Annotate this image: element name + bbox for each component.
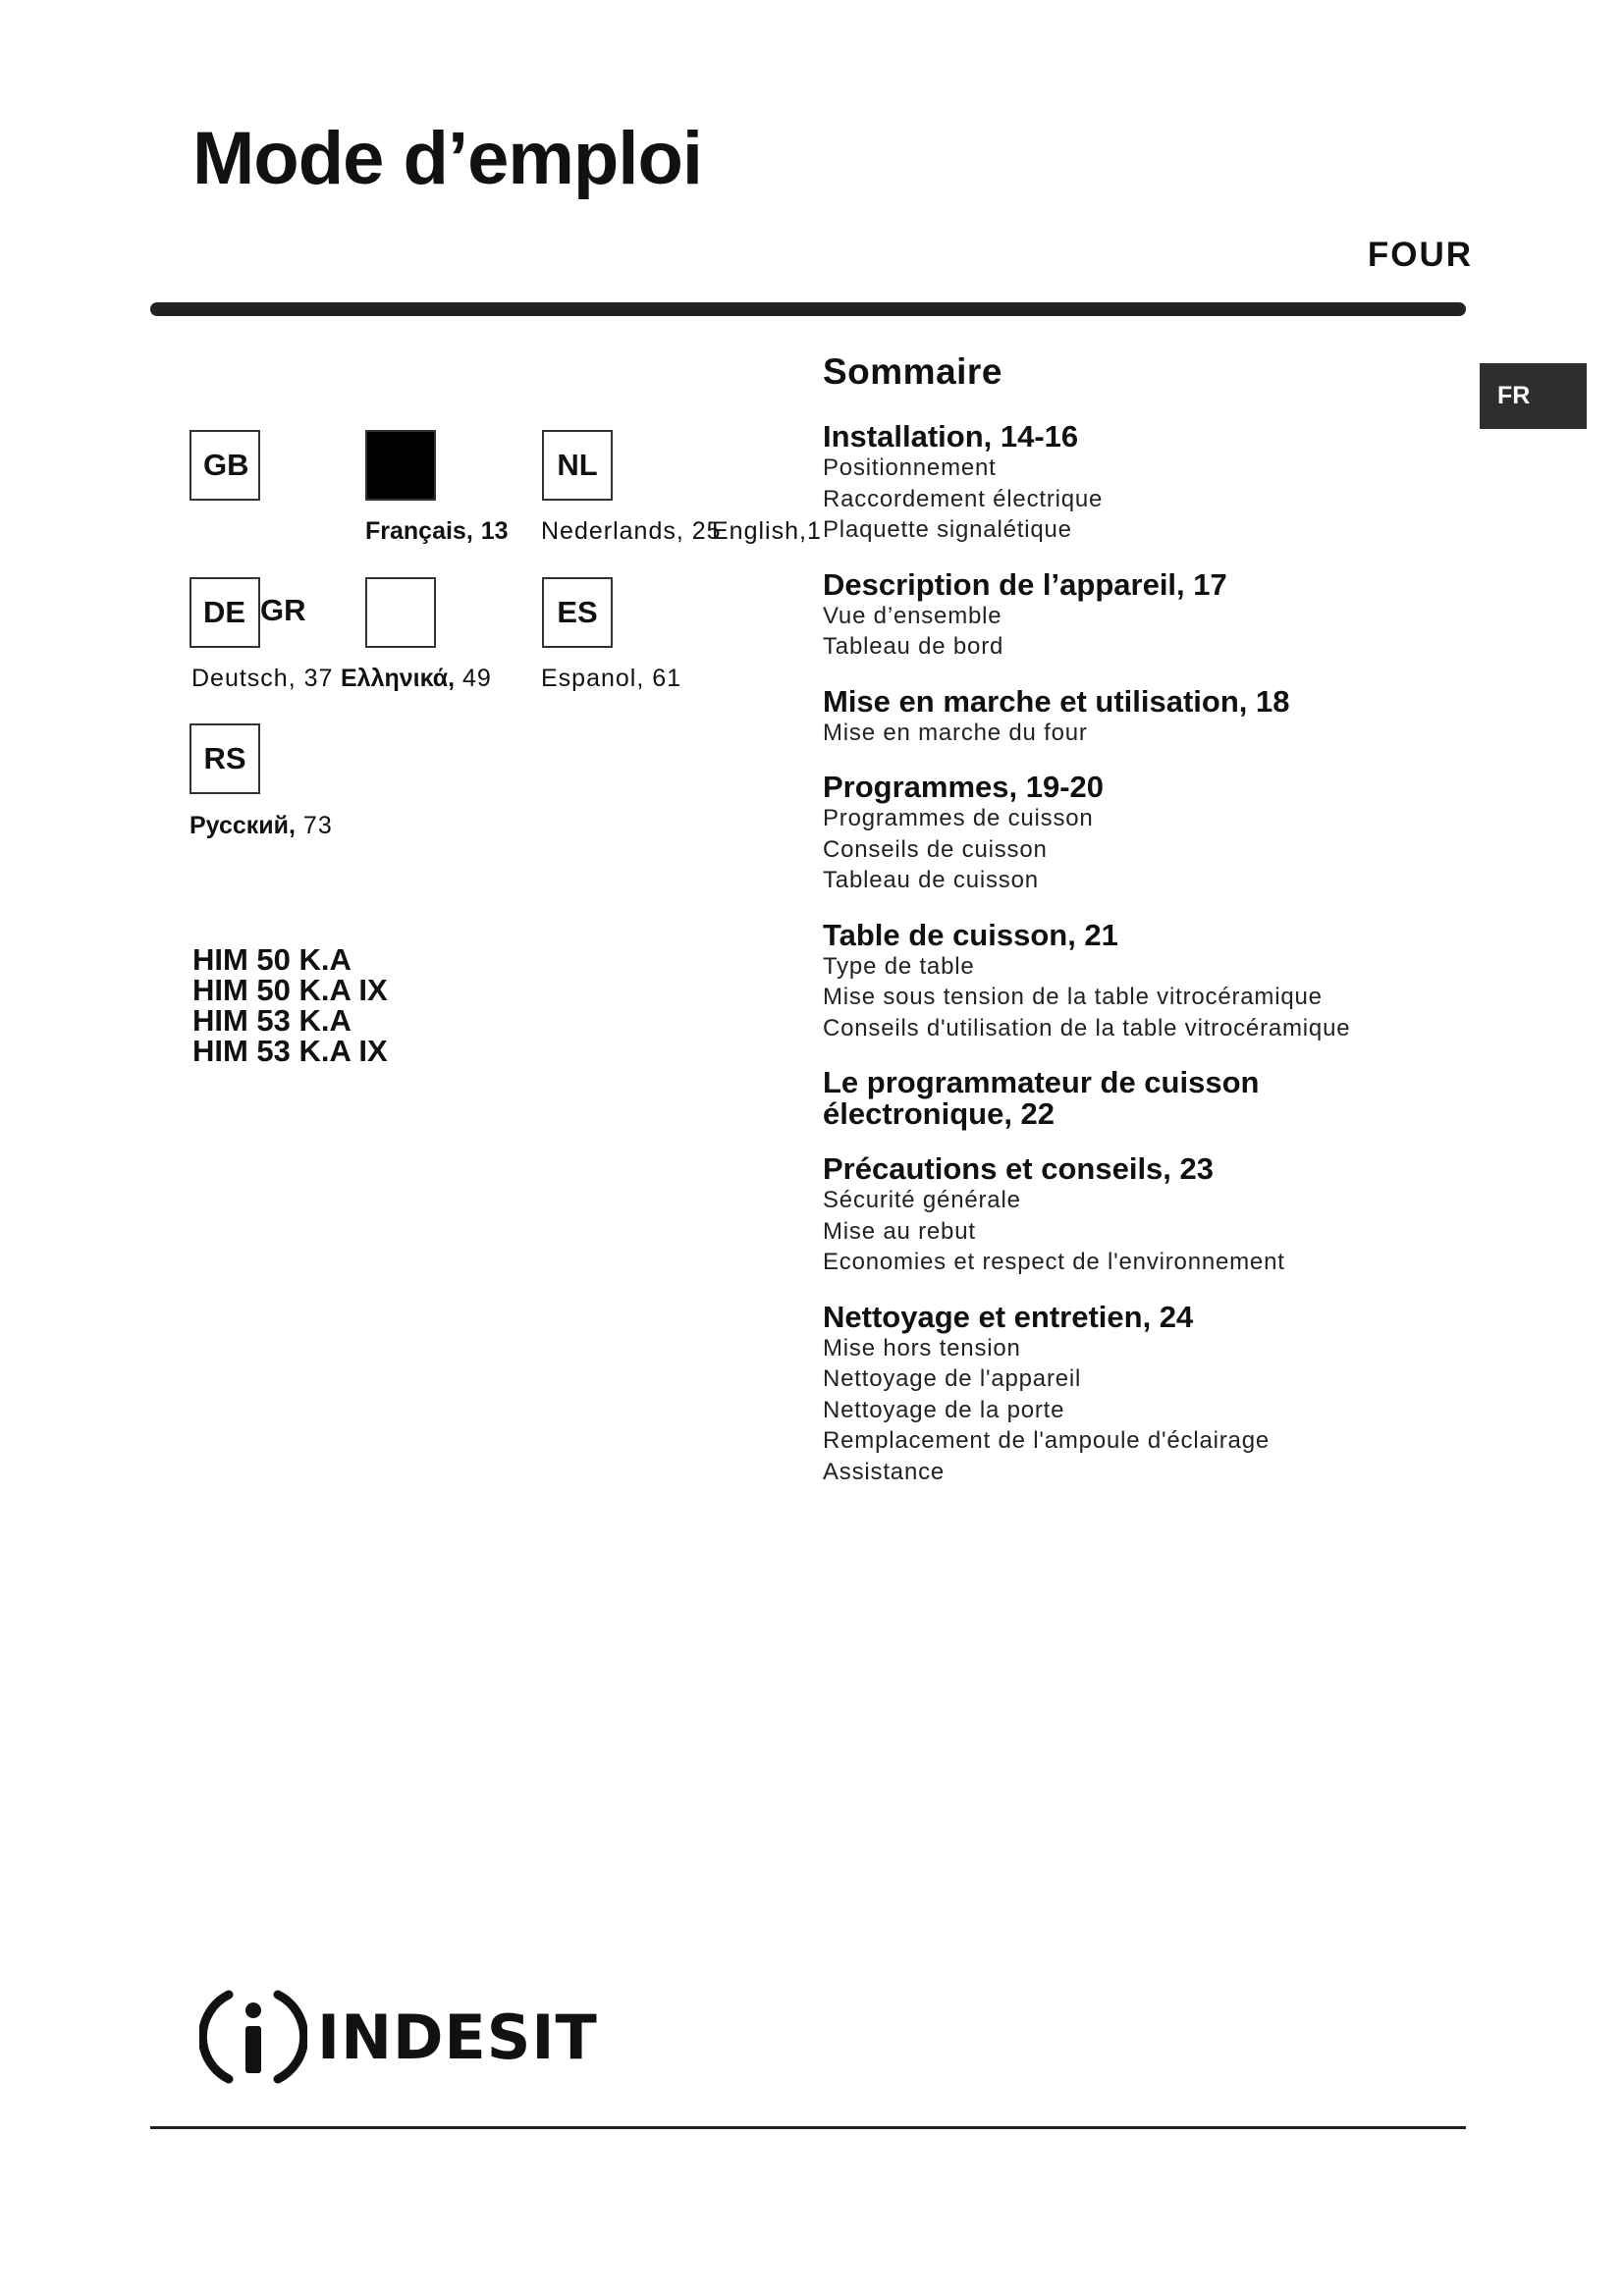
product-type: FOUR — [1367, 236, 1473, 274]
toc-section-title[interactable]: Installation, 14-16 — [823, 419, 1079, 454]
table-of-contents — [823, 351, 1530, 1511]
toc-section-installation — [823, 421, 1530, 546]
language-code-gr[interactable]: GR — [260, 593, 306, 627]
language-name-russian: Русский, — [189, 812, 296, 839]
language-box-nl[interactable]: NL — [542, 430, 613, 501]
toc-item[interactable]: Conseils de cuisson — [823, 835, 1048, 863]
toc-item[interactable]: Raccordement électrique — [823, 485, 1104, 512]
language-label-greek[interactable] — [341, 665, 492, 693]
toc-item[interactable]: Economies et respect de l'environnement — [823, 1249, 1285, 1275]
indesit-logo — [199, 1983, 598, 2091]
language-box-gr[interactable] — [365, 577, 436, 648]
language-box-gb[interactable]: GB — [189, 430, 260, 501]
document-title: Mode d’emploi — [192, 117, 702, 200]
toc-section-description — [823, 566, 1530, 663]
toc-item[interactable]: Mise en marche du four — [823, 719, 1088, 746]
toc-item[interactable]: Nettoyage de la porte — [823, 1396, 1065, 1423]
toc-item[interactable]: Mise hors tension — [823, 1334, 1021, 1362]
language-box-fr-selected[interactable] — [365, 430, 436, 501]
bottom-divider — [150, 2126, 1466, 2129]
language-tab: FR — [1480, 363, 1587, 429]
model-name: HIM 53 K.A — [192, 1003, 352, 1038]
toc-item[interactable]: Assistance — [823, 1458, 946, 1485]
toc-item[interactable]: Programmes de cuisson — [823, 805, 1094, 831]
toc-section-title[interactable]: Nettoyage et entretien, 24 — [823, 1299, 1194, 1334]
model-name: HIM 50 K.A — [192, 942, 352, 977]
toc-section-nettoyage — [823, 1299, 1530, 1488]
language-box-rs[interactable]: RS — [189, 723, 260, 794]
toc-item[interactable]: Type de table — [823, 952, 975, 980]
toc-section-precautions — [823, 1153, 1530, 1278]
language-label-deutsch[interactable]: Deutsch, 37 — [191, 665, 334, 692]
toc-item[interactable]: Positionnement — [823, 454, 997, 481]
language-name-francais: Français, — [365, 517, 473, 545]
toc-item[interactable]: Vue d’ensemble — [823, 602, 1002, 629]
toc-item[interactable]: Tableau de cuisson — [823, 867, 1039, 893]
indesit-i-logo-icon — [199, 1983, 307, 2091]
language-page-russian: 73 — [302, 812, 333, 839]
toc-section-title[interactable]: Précautions et conseils, 23 — [823, 1151, 1215, 1186]
model-name: HIM 50 K.A IX — [192, 973, 388, 1007]
toc-item[interactable]: Mise sous tension de la table vitrocéramique — [823, 984, 1323, 1010]
toc-section-programmes — [823, 772, 1530, 896]
model-name: HIM 53 K.A IX — [192, 1034, 388, 1068]
toc-section-title[interactable]: Description de l’appareil, 17 — [823, 566, 1227, 602]
toc-item[interactable]: Nettoyage de l'appareil — [823, 1365, 1082, 1392]
toc-section-title[interactable]: Table de cuisson, 21 — [823, 917, 1118, 952]
toc-item[interactable]: Mise au rebut — [823, 1217, 976, 1245]
brand-name: INDESIT — [317, 2001, 598, 2073]
toc-section-programmateur — [823, 1067, 1530, 1130]
language-box-es[interactable]: ES — [542, 577, 613, 648]
language-page-francais: 13 — [480, 517, 509, 545]
toc-section-title[interactable]: Programmes, 19-20 — [823, 770, 1105, 804]
toc-item[interactable]: Sécurité générale — [823, 1187, 1021, 1213]
language-label-francais[interactable] — [365, 517, 509, 546]
model-list — [192, 944, 388, 1066]
toc-item[interactable]: Remplacement de l'ampoule d'éclairage — [823, 1427, 1271, 1454]
language-label-espanol[interactable]: Espanol, 61 — [541, 665, 682, 692]
top-divider — [150, 302, 1466, 316]
toc-section-table-de-cuisson — [823, 917, 1530, 1044]
language-label-nederlands[interactable]: Nederlands, 25 — [541, 517, 722, 545]
toc-item[interactable]: Plaquette signalétique — [823, 516, 1072, 543]
language-label-russian[interactable] — [189, 812, 333, 840]
toc-section-title[interactable]: Mise en marche et utilisation, 18 — [823, 683, 1290, 719]
language-name-greek: Ελληνικά, — [341, 665, 456, 692]
toc-section-title[interactable]: Le programmateur de cuisson électronique, 22 — [823, 1065, 1260, 1131]
language-page-greek: 49 — [461, 665, 492, 692]
language-box-de[interactable]: DE — [189, 577, 260, 648]
language-label-english[interactable]: English,1 — [712, 517, 822, 545]
toc-section-mise-en-marche — [823, 683, 1530, 749]
toc-item[interactable]: Tableau de bord — [823, 633, 1004, 660]
toc-heading: Sommaire — [823, 351, 1002, 392]
toc-item[interactable]: Conseils d'utilisation de la table vitrocéramique — [823, 1014, 1351, 1041]
